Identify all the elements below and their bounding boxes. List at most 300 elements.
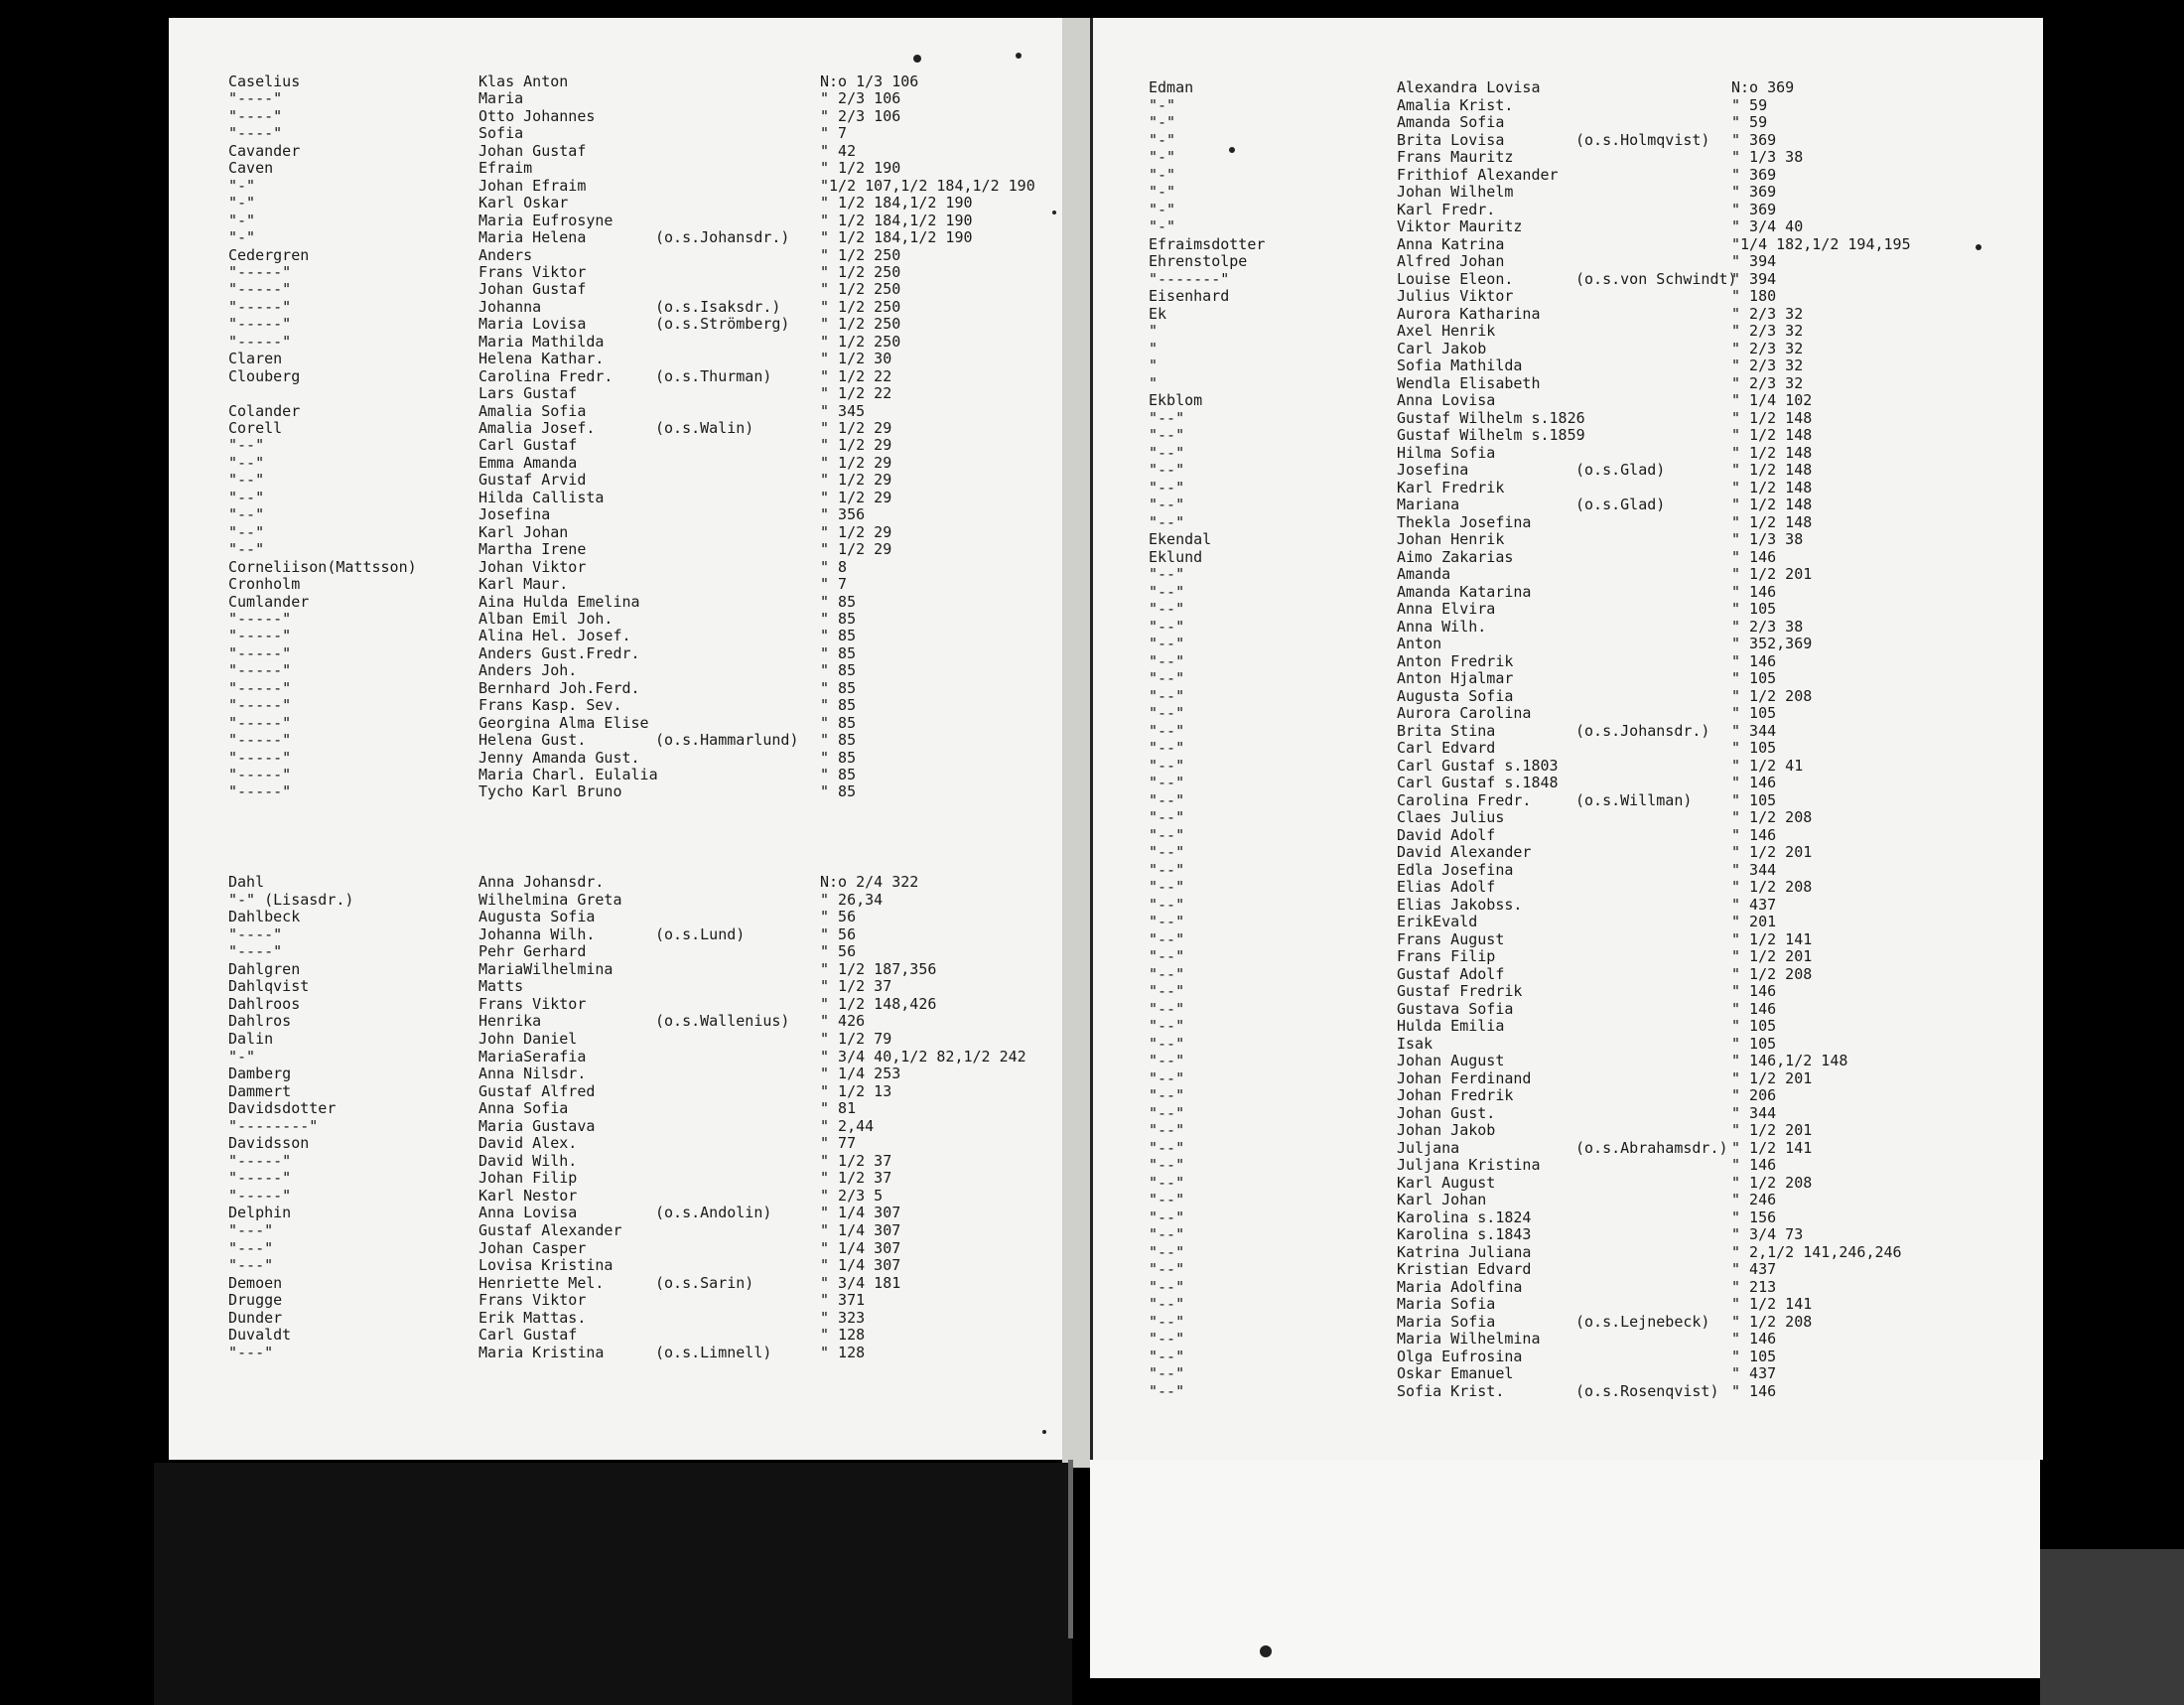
reference-number: " 3/4 181 bbox=[820, 1273, 901, 1292]
index-entry bbox=[1093, 1365, 2043, 1382]
index-entry bbox=[1093, 792, 2043, 809]
surname: Dahlroos bbox=[228, 994, 301, 1013]
surname: "--" bbox=[1149, 756, 1185, 775]
reference-number: "1/2 107,1/2 184,1/2 190 bbox=[820, 176, 1035, 195]
given-names: Alina Hel. Josef. bbox=[478, 627, 631, 645]
surname: "--" bbox=[1149, 739, 1185, 757]
reference-number: " 85 bbox=[820, 766, 857, 783]
reference-number: " 246 bbox=[1731, 1191, 1777, 1208]
reference-number: " 437 bbox=[1731, 895, 1777, 914]
reference-number: N:o 2/4 322 bbox=[820, 873, 919, 891]
index-entry bbox=[1093, 514, 2043, 531]
reference-number: N:o 369 bbox=[1731, 78, 1795, 96]
index-entry bbox=[169, 732, 1062, 749]
reference-number: " 1/2 190 bbox=[820, 159, 901, 178]
given-names: Augusta Sofia bbox=[1397, 686, 1514, 705]
given-names: Wendla Elisabeth bbox=[1397, 373, 1541, 392]
reference-number: " 146 bbox=[1731, 774, 1777, 791]
reference-number: " 1/2 208 bbox=[1731, 1173, 1813, 1192]
reference-number: " 7 bbox=[820, 124, 848, 143]
surname: "----" bbox=[228, 942, 283, 961]
surname: "-----" bbox=[228, 1169, 292, 1188]
index-entry bbox=[169, 1257, 1062, 1274]
surname: Dammert bbox=[228, 1081, 292, 1100]
reference-number: " 146 bbox=[1731, 982, 1777, 1000]
given-names: Karl Fredrik bbox=[1397, 478, 1505, 497]
surname: Corell bbox=[228, 419, 283, 437]
surname: "---" bbox=[228, 1343, 274, 1361]
surname: "--" bbox=[1149, 512, 1185, 531]
reference-number: " 1/4 307 bbox=[820, 1238, 901, 1257]
maiden-name: (o.s.Andolin) bbox=[655, 1204, 772, 1222]
index-entry bbox=[169, 611, 1062, 628]
index-entry bbox=[1093, 758, 2043, 775]
index-entry bbox=[1093, 1122, 2043, 1139]
reference-number: " 344 bbox=[1731, 1103, 1777, 1122]
given-names: David Adolf bbox=[1397, 825, 1496, 844]
given-names: Maria Wilhelmina bbox=[1397, 1330, 1541, 1348]
reference-number: " 156 bbox=[1731, 1208, 1777, 1226]
reference-number: " 1/2 22 bbox=[820, 366, 892, 385]
given-names: Karolina s.1824 bbox=[1397, 1208, 1532, 1226]
index-entry bbox=[1093, 775, 2043, 791]
reference-number: " 1/2 29 bbox=[820, 522, 892, 541]
given-names: Hilma Sofia bbox=[1397, 443, 1496, 462]
index-entry bbox=[1093, 931, 2043, 948]
reference-number: " 56 bbox=[820, 908, 857, 926]
index-entry bbox=[1093, 1261, 2043, 1278]
surname: "--" bbox=[228, 505, 265, 524]
surname: Cedergren bbox=[228, 245, 310, 264]
surname: "-------" bbox=[1149, 269, 1230, 288]
given-names: Carl Gustaf s.1848 bbox=[1397, 774, 1559, 791]
reference-number: "1/4 182,1/2 194,195 bbox=[1731, 234, 1911, 253]
index-entry bbox=[169, 1100, 1062, 1117]
reference-number: " 2/3 5 bbox=[820, 1186, 884, 1205]
reference-number: " 7 bbox=[820, 575, 848, 594]
index-entry bbox=[1093, 97, 2043, 114]
reference-number: " 8 bbox=[820, 557, 848, 576]
given-names: Aurora Katharina bbox=[1397, 304, 1541, 323]
index-entry bbox=[1093, 862, 2043, 879]
index-entry bbox=[1093, 948, 2043, 965]
given-names: Juljana Kristina bbox=[1397, 1156, 1541, 1174]
reference-number: " 1/2 208 bbox=[1731, 808, 1813, 826]
reference-number: " 85 bbox=[820, 678, 857, 697]
surname: Colander bbox=[228, 401, 301, 420]
index-entry bbox=[1093, 427, 2043, 444]
index-entry bbox=[169, 1222, 1062, 1239]
surname: "--" bbox=[1149, 1191, 1185, 1208]
surname: "--" bbox=[1149, 825, 1185, 844]
reference-number: " 1/2 148,426 bbox=[820, 994, 937, 1013]
surname: "--" bbox=[1149, 669, 1185, 687]
surname: "--" bbox=[1149, 1103, 1185, 1122]
surname: Eklund bbox=[1149, 547, 1203, 566]
reference-number: " 1/2 148 bbox=[1731, 478, 1813, 497]
reference-number: " 369 bbox=[1731, 165, 1777, 184]
reference-number: " 2/3 32 bbox=[1731, 322, 1804, 340]
surname: "-----" bbox=[228, 661, 292, 680]
index-entry bbox=[169, 961, 1062, 978]
surname: Caven bbox=[228, 159, 274, 178]
given-names: Frans Viktor bbox=[478, 994, 587, 1013]
surname: "-" bbox=[1149, 183, 1176, 201]
given-names: Helena Kathar. bbox=[478, 350, 605, 368]
index-entry bbox=[1093, 323, 2043, 340]
given-names: Anna Sofia bbox=[478, 1099, 569, 1118]
index-entry bbox=[169, 594, 1062, 611]
reference-number: " 1/4 307 bbox=[820, 1256, 901, 1275]
given-names: Hulda Emilia bbox=[1397, 1017, 1505, 1035]
index-entry bbox=[1093, 1036, 2043, 1053]
surname: "-" bbox=[1149, 200, 1176, 218]
reference-number: " 1/2 187,356 bbox=[820, 959, 937, 978]
given-names: Sofia Krist. bbox=[1397, 1381, 1505, 1400]
index-entry bbox=[1093, 114, 2043, 131]
given-names: Anders bbox=[478, 245, 533, 264]
reference-number: " 1/2 148 bbox=[1731, 461, 1813, 479]
given-names: Hilda Callista bbox=[478, 488, 605, 506]
given-names: Karl Oskar bbox=[478, 194, 569, 213]
reference-number: " 105 bbox=[1731, 739, 1777, 757]
reference-number: " 1/2 208 bbox=[1731, 878, 1813, 896]
index-entry bbox=[169, 892, 1062, 909]
index-entry bbox=[1093, 653, 2043, 670]
index-entry bbox=[169, 1310, 1062, 1327]
index-entry bbox=[1093, 341, 2043, 357]
given-names: Anna Katrina bbox=[1397, 234, 1505, 253]
given-names: David Wilh. bbox=[478, 1151, 578, 1170]
index-entry bbox=[169, 506, 1062, 523]
surname: Eisenhard bbox=[1149, 287, 1230, 305]
index-entry bbox=[169, 1345, 1062, 1361]
given-names: Brita Stina bbox=[1397, 721, 1496, 740]
reference-number: " 1/4 253 bbox=[820, 1065, 901, 1083]
reference-number: " 1/4 307 bbox=[820, 1204, 901, 1222]
surname: Delphin bbox=[228, 1204, 292, 1222]
index-entry bbox=[1093, 1053, 2043, 1069]
surname: "---" bbox=[228, 1238, 274, 1257]
maiden-name: (o.s.Limnell) bbox=[655, 1343, 772, 1361]
surname: Efraimsdotter bbox=[1149, 234, 1266, 253]
surname: "--" bbox=[1149, 790, 1185, 809]
reference-number: " 1/2 184,1/2 190 bbox=[820, 194, 973, 213]
reference-number: " 105 bbox=[1731, 790, 1777, 809]
reference-number: " 1/2 250 bbox=[820, 332, 901, 351]
reference-number: " 2,1/2 141,246,246 bbox=[1731, 1242, 1902, 1261]
reference-number: " 1/2 22 bbox=[820, 384, 892, 403]
given-names: Martha Irene bbox=[478, 540, 587, 559]
index-entry bbox=[1093, 1244, 2043, 1261]
index-entry bbox=[169, 334, 1062, 351]
given-names: Karl Nestor bbox=[478, 1186, 578, 1205]
surname: Dahlros bbox=[228, 1012, 292, 1031]
given-names: Maria Sofia bbox=[1397, 1312, 1496, 1331]
surname: "--" bbox=[1149, 843, 1185, 861]
given-names: Axel Henrik bbox=[1397, 322, 1496, 340]
reference-number: " 1/2 250 bbox=[820, 262, 901, 281]
surname: "-----" bbox=[228, 627, 292, 645]
surname: "--" bbox=[228, 488, 265, 506]
given-names: Oskar Emanuel bbox=[1397, 1364, 1514, 1382]
surname: "----" bbox=[228, 106, 283, 125]
given-names: Anders Joh. bbox=[478, 661, 578, 680]
reference-number: " 3/4 40 bbox=[1731, 217, 1804, 235]
surname: Caselius bbox=[228, 72, 301, 90]
given-names: Johan Filip bbox=[478, 1169, 578, 1188]
reference-number: " 1/2 30 bbox=[820, 350, 892, 368]
surname: "--" bbox=[1149, 1347, 1185, 1365]
given-names: Anna Nilsdr. bbox=[478, 1065, 587, 1083]
index-entry bbox=[1093, 879, 2043, 896]
index-entry bbox=[1093, 445, 2043, 462]
index-entry bbox=[169, 1118, 1062, 1135]
index-entry bbox=[169, 541, 1062, 558]
index-entry bbox=[169, 576, 1062, 593]
index-entry bbox=[169, 213, 1062, 229]
reference-number: " 1/2 208 bbox=[1731, 964, 1813, 983]
reference-number: " 105 bbox=[1731, 1017, 1777, 1035]
given-names: Frans Filip bbox=[1397, 947, 1496, 965]
reference-number: " 1/2 148 bbox=[1731, 408, 1813, 427]
surname: "-----" bbox=[228, 609, 292, 628]
index-entry bbox=[1093, 1279, 2043, 1296]
index-entry bbox=[169, 1031, 1062, 1048]
index-entry bbox=[1093, 410, 2043, 427]
surname: "-" bbox=[1149, 148, 1176, 166]
given-names: Carl Gustaf bbox=[478, 436, 578, 455]
surname: Cavander bbox=[228, 141, 301, 160]
given-names: Anna Elvira bbox=[1397, 600, 1496, 618]
surname: "-----" bbox=[228, 315, 292, 334]
index-entry bbox=[1093, 827, 2043, 844]
index-entry bbox=[169, 909, 1062, 925]
scan-corner bbox=[2040, 1549, 2184, 1705]
index-entry bbox=[169, 490, 1062, 506]
given-names: Thekla Josefina bbox=[1397, 512, 1532, 531]
reference-number: " 105 bbox=[1731, 1347, 1777, 1365]
index-entry bbox=[1093, 740, 2043, 757]
surname: "--" bbox=[1149, 1381, 1185, 1400]
index-entry bbox=[1093, 584, 2043, 601]
given-names: Juljana bbox=[1397, 1138, 1460, 1157]
given-names: Henriette Mel. bbox=[478, 1273, 605, 1292]
surname: "--" bbox=[1149, 913, 1185, 930]
reference-number: " 1/2 208 bbox=[1731, 1312, 1813, 1331]
reference-number: " 394 bbox=[1731, 269, 1777, 288]
given-names: Johan Efraim bbox=[478, 176, 587, 195]
given-names: Tycho Karl Bruno bbox=[478, 782, 622, 801]
index-entry bbox=[1093, 601, 2043, 618]
surname: Edman bbox=[1149, 78, 1194, 96]
given-names: Henrika bbox=[478, 1012, 542, 1031]
surname: " bbox=[1149, 356, 1159, 374]
dark-scan-border bbox=[154, 1463, 1072, 1705]
given-names: Josefina bbox=[1397, 461, 1469, 479]
reference-number: " 146 bbox=[1731, 1381, 1777, 1400]
index-entry bbox=[169, 368, 1062, 385]
given-names: Carl Gustaf s.1803 bbox=[1397, 756, 1559, 775]
surname: "--" bbox=[1149, 1034, 1185, 1053]
reference-number: " 85 bbox=[820, 643, 857, 662]
given-names: Josefina bbox=[478, 505, 551, 524]
surname: Ehrenstolpe bbox=[1149, 252, 1248, 270]
index-entry bbox=[169, 1240, 1062, 1257]
surname: Dahlqvist bbox=[228, 977, 310, 996]
given-names: Gustava Sofia bbox=[1397, 999, 1514, 1018]
scan-speck bbox=[1052, 211, 1056, 214]
given-names: Emma Amanda bbox=[478, 453, 578, 472]
reference-number: " 437 bbox=[1731, 1364, 1777, 1382]
given-names: Karl Johan bbox=[478, 522, 569, 541]
reference-number: " 85 bbox=[820, 627, 857, 645]
surname: "-" bbox=[228, 176, 256, 195]
reference-number: " 85 bbox=[820, 661, 857, 680]
surname: "----" bbox=[228, 924, 283, 943]
surname: "--" bbox=[1149, 426, 1185, 444]
given-names: Katrina Juliana bbox=[1397, 1242, 1532, 1261]
index-entry bbox=[1093, 1192, 2043, 1208]
surname: Dunder bbox=[228, 1308, 283, 1327]
given-names: Karl Maur. bbox=[478, 575, 569, 594]
surname: "--" bbox=[228, 436, 265, 455]
given-names: Gustaf Adolf bbox=[1397, 964, 1505, 983]
surname: "-----" bbox=[228, 782, 292, 801]
surname: "--" bbox=[1149, 878, 1185, 896]
given-names: Jenny Amanda Gust. bbox=[478, 748, 640, 767]
index-entry bbox=[1093, 167, 2043, 184]
surname: "-----" bbox=[228, 280, 292, 299]
maiden-name: (o.s.Walin) bbox=[655, 419, 754, 437]
reference-number: " 2,44 bbox=[820, 1116, 875, 1135]
surname: "---" bbox=[228, 1221, 274, 1239]
given-names: Gustaf Wilhelm s.1826 bbox=[1397, 408, 1585, 427]
given-names: Carl Gustaf bbox=[478, 1326, 578, 1345]
surname: "--" bbox=[1149, 1242, 1185, 1261]
index-entry bbox=[1093, 306, 2043, 323]
reference-number: " 128 bbox=[820, 1343, 866, 1361]
index-entry bbox=[169, 1188, 1062, 1205]
index-entry bbox=[1093, 566, 2043, 583]
reference-number: " 2/3 32 bbox=[1731, 339, 1804, 357]
reference-number: " 1/2 250 bbox=[820, 297, 901, 316]
given-names: Carolina Fredr. bbox=[1397, 790, 1532, 809]
surname: "--" bbox=[1149, 947, 1185, 965]
reference-number: " 128 bbox=[820, 1326, 866, 1345]
surname: "-" bbox=[1149, 217, 1176, 235]
index-entry bbox=[1093, 1070, 2043, 1087]
reference-number: " 1/2 250 bbox=[820, 245, 901, 264]
surname: "---" bbox=[228, 1256, 274, 1275]
index-entry bbox=[169, 1327, 1062, 1344]
reference-number: " 1/2 29 bbox=[820, 488, 892, 506]
index-entry bbox=[169, 943, 1062, 960]
index-entry bbox=[169, 472, 1062, 489]
surname: "--" bbox=[1149, 1017, 1185, 1035]
reference-number: " 1/4 102 bbox=[1731, 391, 1813, 409]
reference-number: " 1/2 148 bbox=[1731, 496, 1813, 513]
reference-number: " 1/2 141 bbox=[1731, 929, 1813, 948]
surname: "--" bbox=[1149, 565, 1185, 583]
reference-number: " 59 bbox=[1731, 95, 1768, 114]
binding-fold bbox=[1068, 1460, 1073, 1638]
index-entry bbox=[1093, 1383, 2043, 1400]
given-names: Maria Sofia bbox=[1397, 1295, 1496, 1313]
given-names: Johan Viktor bbox=[478, 557, 587, 576]
surname: "--" bbox=[1149, 1364, 1185, 1382]
reference-number: " 1/2 141 bbox=[1731, 1295, 1813, 1313]
index-entry bbox=[169, 178, 1062, 195]
reference-number: " 1/2 201 bbox=[1731, 843, 1813, 861]
reference-number: " 1/2 29 bbox=[820, 436, 892, 455]
given-names: Anton Hjalmar bbox=[1397, 669, 1514, 687]
reference-number: " 1/2 250 bbox=[820, 280, 901, 299]
surname: "--" bbox=[1149, 721, 1185, 740]
reference-number: " 1/2 208 bbox=[1731, 686, 1813, 705]
index-entry bbox=[1093, 357, 2043, 374]
given-names: Amanda Sofia bbox=[1397, 113, 1505, 131]
given-names: Johan Casper bbox=[478, 1238, 587, 1257]
index-entry bbox=[1093, 705, 2043, 722]
reference-number: " 146 bbox=[1731, 999, 1777, 1018]
surname: "--" bbox=[228, 453, 265, 472]
index-entry bbox=[1093, 271, 2043, 288]
given-names: Gustaf Wilhelm s.1859 bbox=[1397, 426, 1585, 444]
given-names: Johan August bbox=[1397, 1052, 1505, 1069]
reference-number: " 56 bbox=[820, 924, 857, 943]
index-entry bbox=[1093, 1349, 2043, 1365]
reference-number: " 1/2 37 bbox=[820, 977, 892, 996]
index-entry bbox=[1093, 688, 2043, 705]
given-names: Johanna bbox=[478, 297, 542, 316]
surname: Demoen bbox=[228, 1273, 283, 1292]
reference-number: " 146 bbox=[1731, 651, 1777, 670]
surname: "-----" bbox=[228, 766, 292, 783]
reference-number: " 352,369 bbox=[1731, 635, 1813, 652]
index-entry bbox=[169, 1066, 1062, 1082]
given-names: Amalia Josef. bbox=[478, 419, 596, 437]
given-names: Frans Viktor bbox=[478, 1291, 587, 1310]
index-entry bbox=[169, 559, 1062, 576]
surname: "--" bbox=[1149, 600, 1185, 618]
index-entry bbox=[169, 420, 1062, 437]
scan-speck bbox=[1976, 244, 1981, 250]
given-names: Maria Gustava bbox=[478, 1116, 596, 1135]
surname: "--" bbox=[1149, 1173, 1185, 1192]
given-names: Johan Gust. bbox=[1397, 1103, 1496, 1122]
index-entry bbox=[1093, 1209, 2043, 1226]
index-entry bbox=[169, 73, 1062, 90]
surname: " bbox=[1149, 339, 1159, 357]
index-entry bbox=[169, 281, 1062, 298]
surname: Dahlbeck bbox=[228, 908, 301, 926]
reference-number: " 344 bbox=[1731, 860, 1777, 879]
reference-number: " 213 bbox=[1731, 1277, 1777, 1296]
surname: Dahl bbox=[228, 873, 265, 891]
index-entry bbox=[1093, 462, 2043, 479]
surname: "-----" bbox=[228, 262, 292, 281]
surname: "-" bbox=[228, 228, 256, 247]
surname: "--" bbox=[1149, 443, 1185, 462]
reference-number: " 85 bbox=[820, 713, 857, 732]
index-entry bbox=[169, 455, 1062, 472]
surname: "--" bbox=[1149, 895, 1185, 914]
reference-number: " 344 bbox=[1731, 721, 1777, 740]
reference-number: " 1/2 184,1/2 190 bbox=[820, 211, 973, 229]
given-names: Anders Gust.Fredr. bbox=[478, 643, 640, 662]
maiden-name: (o.s.Holmqvist) bbox=[1575, 130, 1710, 149]
